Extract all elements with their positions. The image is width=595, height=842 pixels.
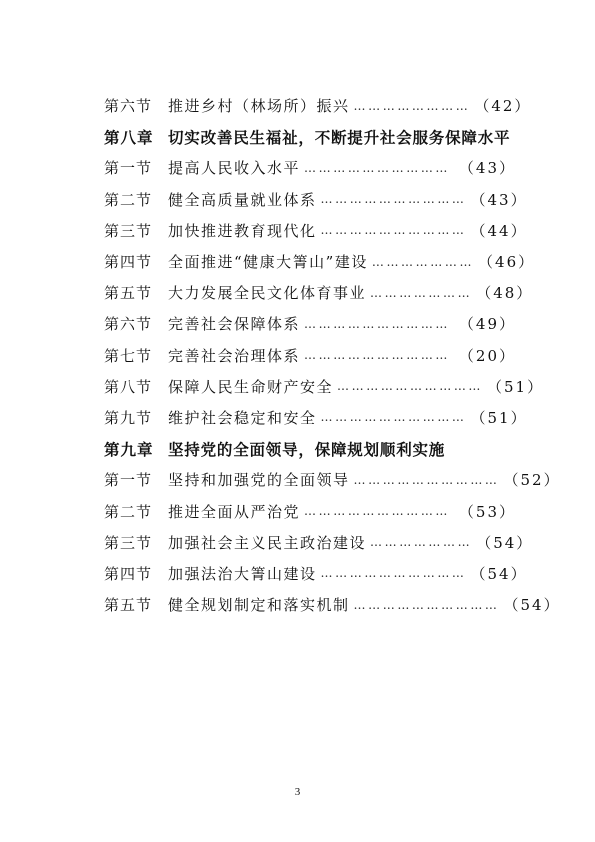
toc-entry[interactable] bbox=[104, 152, 516, 183]
dot-leader: …………………… bbox=[353, 98, 471, 113]
dot-leader: ………………………… bbox=[337, 379, 484, 394]
page-reference: （49） bbox=[458, 315, 516, 334]
toc-entry[interactable] bbox=[104, 464, 561, 495]
section-number: 第二节 bbox=[104, 502, 153, 521]
dot-leader: ………………… bbox=[371, 254, 475, 269]
toc-entry[interactable] bbox=[104, 246, 536, 277]
page-reference: （52） bbox=[503, 471, 561, 490]
page-number: 3 bbox=[294, 786, 301, 798]
page-reference: （46） bbox=[478, 253, 536, 272]
page-reference: （43） bbox=[458, 159, 516, 178]
section-number: 第三节 bbox=[104, 533, 153, 552]
page-reference: （54） bbox=[503, 596, 561, 615]
section-title: 坚持和加强党的全面领导 bbox=[168, 471, 350, 490]
dot-leader: ………………………… bbox=[304, 316, 451, 331]
toc-entry[interactable] bbox=[104, 495, 516, 526]
toc-entry[interactable] bbox=[104, 340, 516, 371]
section-title: 完善社会保障体系 bbox=[168, 315, 301, 334]
dot-leader: ………………………… bbox=[304, 504, 451, 519]
dot-leader: ………………………… bbox=[320, 192, 467, 207]
section-title: 保障人民生命财产安全 bbox=[168, 377, 334, 396]
toc-chapter-heading[interactable] bbox=[104, 433, 516, 464]
section-title: 加快推进教育现代化 bbox=[168, 221, 317, 240]
section-title: 维护社会稳定和安全 bbox=[168, 408, 317, 427]
page-reference: （44） bbox=[470, 221, 528, 240]
section-number: 第二节 bbox=[104, 190, 153, 209]
dot-leader: ………………… bbox=[370, 285, 473, 300]
page-reference: （51） bbox=[470, 408, 528, 427]
toc-entry[interactable] bbox=[104, 277, 534, 308]
dot-leader: ………………………… bbox=[320, 566, 467, 581]
section-number: 第四节 bbox=[104, 564, 153, 583]
section-title: 大力发展全民文化体育事业 bbox=[168, 284, 367, 303]
toc-entry[interactable] bbox=[104, 308, 516, 339]
page-reference: （42） bbox=[474, 97, 532, 116]
section-number: 第六节 bbox=[104, 97, 153, 116]
dot-leader: ………………………… bbox=[304, 348, 451, 363]
section-title: 提高人民收入水平 bbox=[168, 159, 301, 178]
page-reference: （51） bbox=[487, 377, 545, 396]
section-title: 推进全面从严治党 bbox=[168, 502, 301, 521]
section-number: 第三节 bbox=[104, 221, 153, 240]
table-of-contents bbox=[104, 90, 561, 620]
page-reference: （43） bbox=[470, 190, 528, 209]
section-title: 加强社会主义民主政治建设 bbox=[168, 533, 367, 552]
section-number: 第五节 bbox=[104, 284, 153, 303]
toc-chapter-heading[interactable] bbox=[104, 121, 516, 152]
page-reference: （54） bbox=[476, 533, 534, 552]
section-title: 健全规划制定和落实机制 bbox=[168, 596, 350, 615]
chapter-title: 切实改善民生福祉，不断提升社会服务保障水平 bbox=[168, 128, 511, 147]
dot-leader: ………………………… bbox=[320, 223, 467, 238]
dot-leader: ………………………… bbox=[353, 597, 500, 612]
chapter-title: 坚持党的全面领导，保障规划顺利实施 bbox=[168, 440, 446, 459]
page-reference: （54） bbox=[470, 564, 528, 583]
section-number: 第一节 bbox=[104, 471, 153, 490]
dot-leader: ………………… bbox=[370, 535, 473, 550]
toc-entry[interactable] bbox=[104, 371, 545, 402]
toc-entry[interactable] bbox=[104, 558, 528, 589]
page-reference: （48） bbox=[476, 284, 534, 303]
dot-leader: ………………………… bbox=[304, 160, 451, 175]
section-number: 第七节 bbox=[104, 346, 153, 365]
section-title: 推进乡村（林场所）振兴 bbox=[168, 97, 350, 116]
section-number: 第四节 bbox=[104, 253, 153, 272]
section-title: 加强法治大箐山建设 bbox=[168, 564, 317, 583]
section-title: 健全高质量就业体系 bbox=[168, 190, 317, 209]
toc-entry[interactable] bbox=[104, 527, 534, 558]
dot-leader: ………………………… bbox=[320, 410, 467, 425]
toc-entry[interactable] bbox=[104, 402, 528, 433]
chapter-number: 第九章 bbox=[104, 440, 154, 459]
toc-entry[interactable] bbox=[104, 215, 528, 246]
section-number: 第五节 bbox=[104, 596, 153, 615]
section-number: 第九节 bbox=[104, 408, 153, 427]
section-title: 全面推进“健康大箐山”建设 bbox=[168, 253, 368, 272]
page-reference: （53） bbox=[458, 502, 516, 521]
section-number: 第六节 bbox=[104, 315, 153, 334]
page-reference: （20） bbox=[458, 346, 516, 365]
toc-entry[interactable] bbox=[104, 589, 561, 620]
chapter-number: 第八章 bbox=[104, 128, 154, 147]
section-title: 完善社会治理体系 bbox=[168, 346, 301, 365]
section-number: 第八节 bbox=[104, 377, 153, 396]
section-number: 第一节 bbox=[104, 159, 153, 178]
dot-leader: ………………………… bbox=[353, 472, 500, 487]
toc-entry[interactable] bbox=[104, 184, 528, 215]
toc-entry[interactable] bbox=[104, 90, 532, 121]
